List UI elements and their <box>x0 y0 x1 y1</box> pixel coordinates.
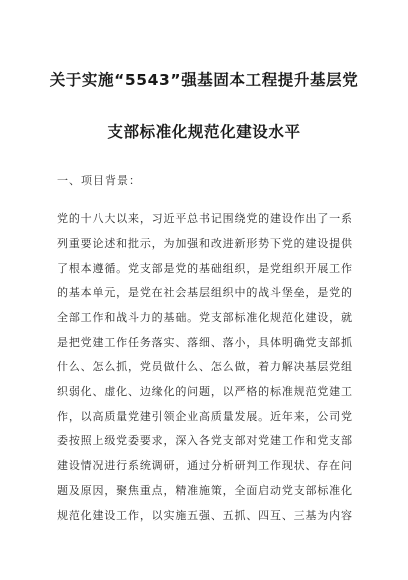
body-line: 是把党建工作任务落实、落细、落小，具体明确党支部抓 <box>57 336 352 349</box>
body-line: 的基本单元，是党在社会基层组织中的战斗堡垒，是党的 <box>57 286 352 299</box>
body-line: 题及原因，聚焦重点，精准施策，全面启动党支部标准化 <box>57 484 352 497</box>
body-line: 全部工作和战斗力的基础。党支部标准化规范化建设，就 <box>57 311 352 324</box>
document-title-line-1: 关于实施“5543”强基固本工程提升基层党 <box>49 71 359 89</box>
body-line: 了根本遵循。党支部是党的基础组织，是党组织开展工作 <box>57 262 352 275</box>
section-heading: 一、项目背景： <box>57 174 141 187</box>
body-line: 党的十八大以来，习近平总书记围绕党的建设作出了一系 <box>57 212 352 225</box>
body-line: 作，以高质量党建引领企业高质量发展。近年来，公司党 <box>57 410 352 423</box>
document-title-line-2: 支部标准化规范化建设水平 <box>107 123 301 141</box>
body-line: 建设情况进行系统调研，通过分析研判工作现状、存在问 <box>57 459 352 472</box>
body-line: 列重要论述和批示，为加强和改进新形势下党的建设提供 <box>57 237 352 250</box>
body-line: 委按照上级党委要求，深入各党支部对党建工作和党支部 <box>57 434 352 447</box>
body-line: 织弱化、虚化、边缘化的问题，以严格的标准规范党建工 <box>57 385 352 398</box>
body-line: 规范化建设工作，以实施五强、五抓、四互、三基为内容 <box>57 509 352 522</box>
body-line: 什么、怎么抓，党员做什么、怎么做，着力解决基层党组 <box>57 360 352 373</box>
